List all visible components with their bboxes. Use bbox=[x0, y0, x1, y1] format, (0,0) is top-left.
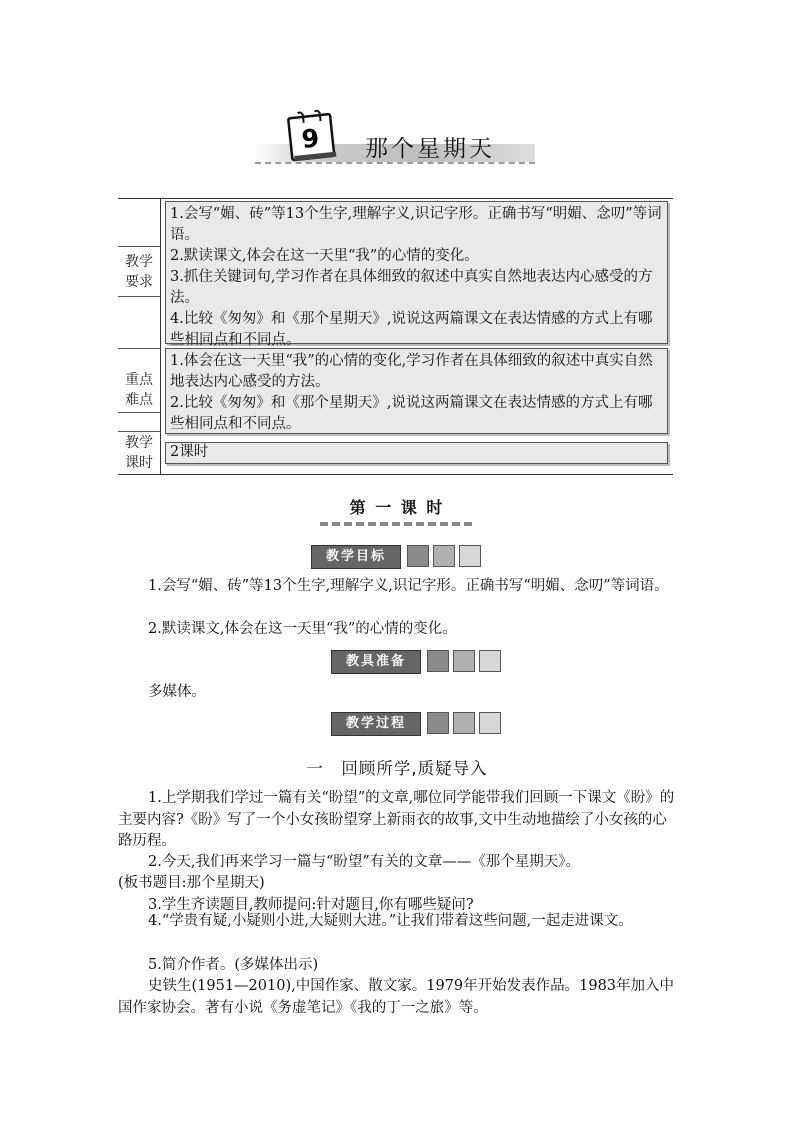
process-paragraph-5: 5.简介作者。(多媒体出示) bbox=[148, 957, 319, 973]
tag-square-dark bbox=[407, 545, 429, 567]
tools-text: 多媒体。 bbox=[148, 684, 206, 700]
goal-1: 1.会写“媚、砖”等13个生字,理解字义,识记字形。正确书写“明媚、念叨”等词语。 bbox=[148, 578, 669, 594]
key-point-item: 2.比较《匆匆》和《那个星期天》,说说这两篇课文在表达情感的方式上有哪些相同点和不同点。 bbox=[170, 395, 653, 432]
tag-square-dark bbox=[427, 712, 449, 734]
requirement-item: 4.比较《匆匆》和《那个星期天》,说说这两篇课文在表达情感的方式上有哪些相同点和不同点。 bbox=[170, 311, 653, 348]
tag-square-mid bbox=[433, 545, 455, 567]
process-paragraph-6: 史铁生(1951—2010),中国作家、散文家。1979年开始发表作品。1983年加入中国作家协会。著有小说《务虚笔记》《我的丁一之旅》等。 bbox=[118, 978, 675, 1016]
requirement-item: 3.抓住关键词句,学习作者在具体细致的叙述中真实自然地表达内心感受的方法。 bbox=[170, 269, 653, 306]
process-paragraph-4: 4.“学贵有疑,小疑则小进,大疑则大进。”让我们带着这些问题,一起走进课文。 bbox=[148, 913, 633, 929]
label-separator bbox=[118, 412, 160, 413]
tag-square-mid bbox=[453, 650, 475, 672]
tag-label: 教学过程 bbox=[331, 712, 421, 736]
step-1-heading: 一 回顾所学,质疑导入 bbox=[306, 759, 488, 778]
row-label-key-points bbox=[118, 370, 160, 410]
process-paragraph-board: (板书题目:那个星期天) bbox=[118, 875, 265, 891]
tag-square-light bbox=[479, 650, 501, 672]
process-paragraph-2: 2.今天,我们再来学习一篇与“盼望”有关的文章——《那个星期天》。 bbox=[148, 854, 581, 870]
section-title-dash bbox=[320, 522, 472, 526]
tag-label: 教学目标 bbox=[311, 545, 401, 569]
lesson-info-table bbox=[118, 198, 673, 475]
label-separator bbox=[118, 246, 160, 247]
tag-teaching-goals bbox=[311, 545, 483, 569]
table-top-border bbox=[118, 198, 673, 199]
lesson-header bbox=[255, 100, 540, 172]
process-paragraph-1: 1.上学期我们学过一篇有关“盼望”的文章,哪位同学能带我们回顾一下课文《盼》的主要内容?《盼》写了一个小女孩盼望穿上新雨衣的故事,文中生动地描绘了小女孩的心路历程。 bbox=[118, 790, 675, 849]
requirements-cell bbox=[165, 201, 668, 348]
label-separator bbox=[118, 431, 160, 432]
row-label-requirements bbox=[118, 252, 160, 292]
row-label-line: 重点 bbox=[125, 372, 153, 388]
row-label-line: 教学 bbox=[125, 435, 153, 451]
periods-cell bbox=[165, 442, 668, 464]
row-label-periods bbox=[118, 433, 160, 473]
tag-teaching-tools bbox=[331, 650, 503, 674]
process-paragraph-3: 3.学生齐读题目,教师提问:针对题目,你有哪些疑问? bbox=[148, 897, 474, 913]
row-label-line: 难点 bbox=[125, 392, 153, 408]
row-label-line: 要求 bbox=[125, 274, 153, 290]
calendar-icon bbox=[285, 108, 340, 163]
lesson-number: 9 bbox=[300, 123, 321, 155]
section-title: 第 一 课 时 bbox=[349, 498, 445, 517]
tag-teaching-process bbox=[331, 712, 503, 736]
row-label-line: 课时 bbox=[125, 455, 153, 471]
lesson-title: 那个星期天 bbox=[365, 136, 495, 162]
key-point-item: 1.体会在这一天里“我”的心情的变化,学习作者在具体细致的叙述中真实自然地表达内心感受的方法。 bbox=[170, 353, 653, 390]
tag-square-dark bbox=[427, 650, 449, 672]
tag-square-light bbox=[479, 712, 501, 734]
goal-2: 2.默读课文,体会在这一天里“我”的心情的变化。 bbox=[148, 621, 457, 637]
requirement-item: 2.默读课文,体会在这一天里“我”的心情的变化。 bbox=[170, 248, 479, 264]
row-label-line: 教学 bbox=[125, 254, 153, 270]
label-separator bbox=[118, 296, 160, 297]
table-label-divider bbox=[160, 198, 161, 475]
requirement-item: 1.会写“媚、砖”等13个生字,理解字义,识记字形。正确书写“明媚、念叨”等词语。 bbox=[170, 206, 662, 243]
tag-square-mid bbox=[453, 712, 475, 734]
period-value: 2课时 bbox=[170, 444, 209, 460]
table-bottom-border bbox=[118, 474, 673, 475]
key-points-cell bbox=[165, 348, 668, 434]
tag-label: 教具准备 bbox=[331, 650, 421, 674]
tag-square-light bbox=[459, 545, 481, 567]
label-separator bbox=[118, 348, 160, 349]
